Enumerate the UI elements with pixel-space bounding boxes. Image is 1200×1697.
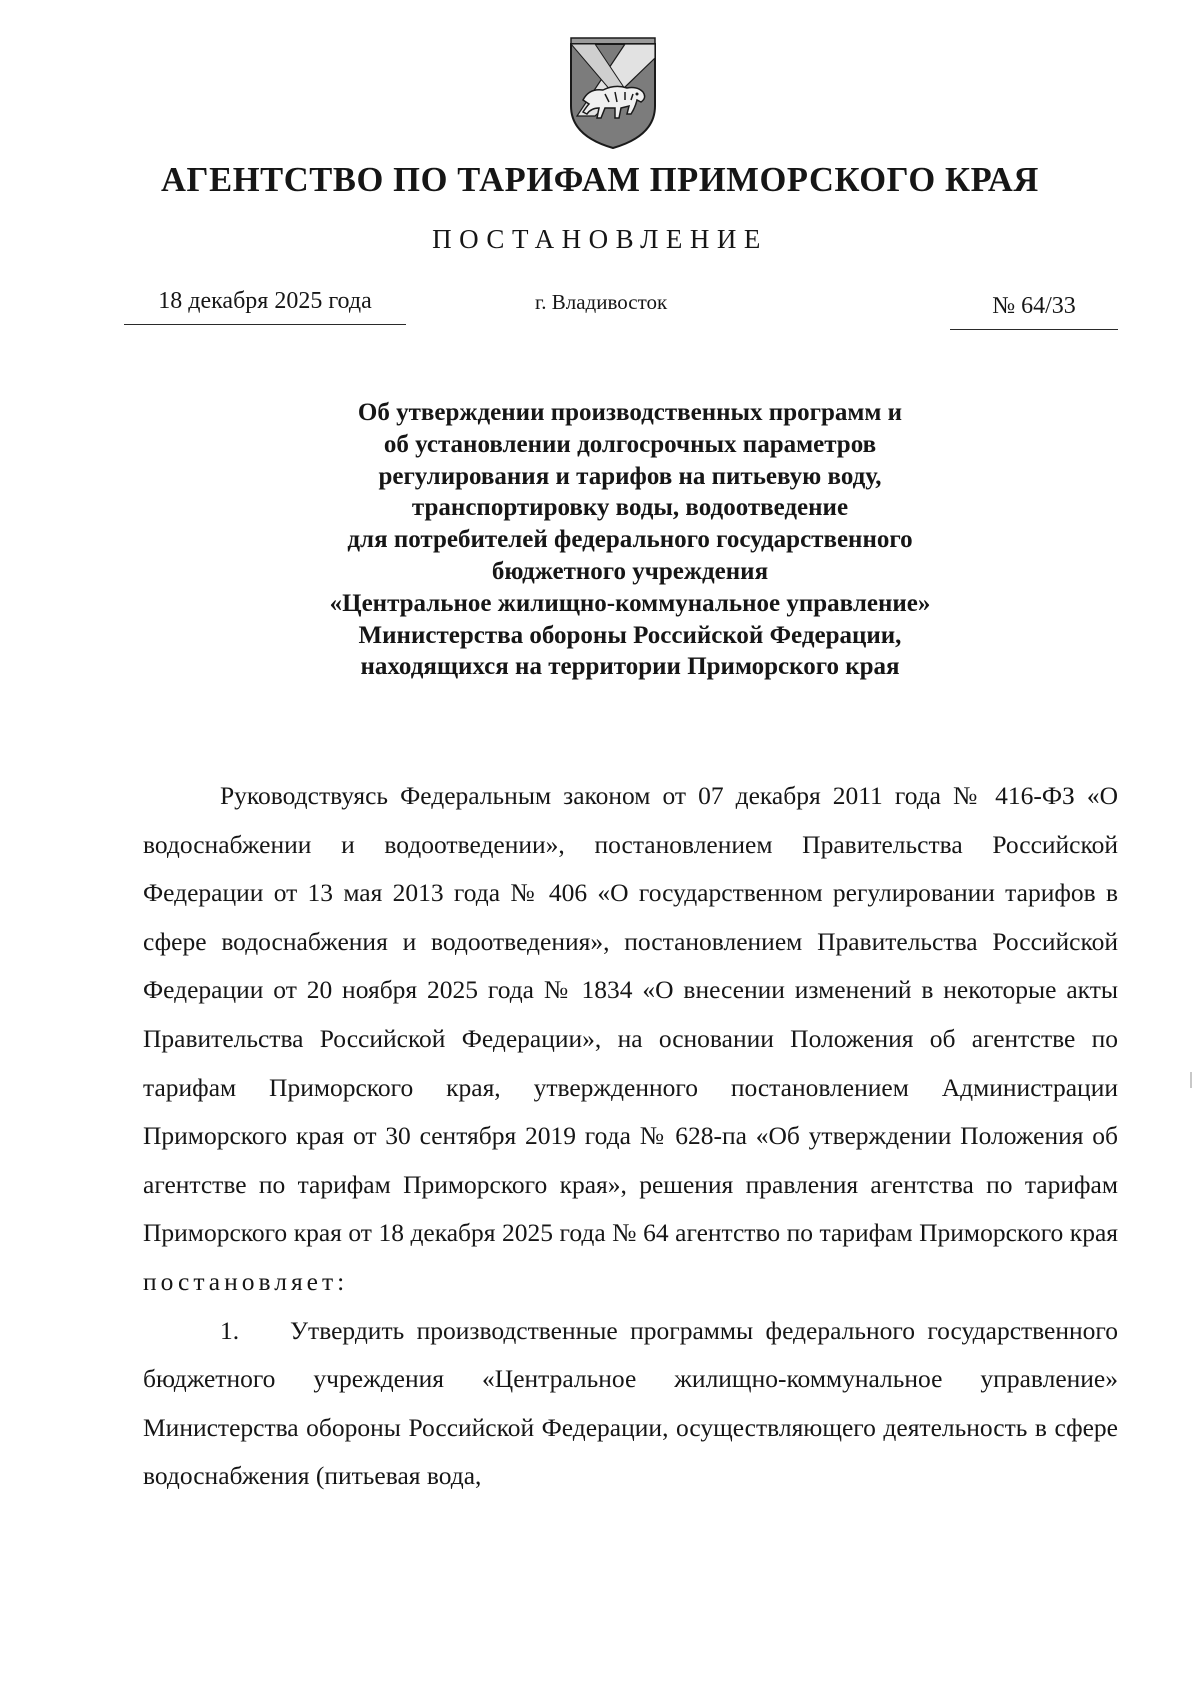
document-type: ПОСТАНОВЛЕНИЕ (432, 224, 768, 254)
preamble-text: Руководствуясь Федеральным законом от 07 декабря 2011 года № 416-ФЗ «О водоснабжении и водоотведении», постановлением Правительства Российской Федерации от 13 мая 2013 года № 406 «О государственном регулировании тарифов в сфере водоснабжения и водоотведения», постановлением Правительства Российской Федерации от 20 ноября 2025 года № 1834 «О внесении изменений в некоторые акты Правительства Российской Федерации», на основании Положения об агентстве по тарифам Приморского края, утвержденного постановлением Администрации Приморского края от 30 сентября 2019 года № 628-па «Об утверждении Положения об агентстве по тарифам Приморского края», решения правления агентства по тарифам Приморского края от 18 декабря 2025 года № 64 агентство по тарифам Приморского края (143, 781, 1118, 1248)
document-title (200, 397, 1060, 683)
title-line: Министерства обороны Российской Федерации, (358, 621, 902, 649)
scan-edge-mark (1190, 1072, 1192, 1088)
title-line: регулирования и тарифов на питьевую воду, (378, 462, 882, 490)
title-line: для потребителей федерального государственного (347, 526, 913, 554)
agency-name: АГЕНТСТВО ПО ТАРИФАМ ПРИМОРСКОГО КРАЯ (161, 161, 1039, 199)
coat-of-arms-icon (565, 36, 661, 150)
title-line: транспортировку воды, водоотведение (411, 494, 849, 522)
item-1-paragraph (143, 1307, 1118, 1501)
document-city: г. Владивосток (535, 290, 668, 314)
title-line: «Центральное жилищно-коммунальное управление» (329, 589, 931, 617)
title-line: Об утверждении производственных программ и (357, 399, 903, 426)
document-date: 18 декабря 2025 года (124, 288, 406, 325)
resolves-word: постановляет: (143, 1266, 349, 1296)
title-line: бюджетного учреждения (491, 557, 769, 585)
document-number: № 64/33 (950, 293, 1118, 330)
title-line: об установлении долгосрочных параметров (383, 430, 877, 458)
preamble-paragraph (143, 772, 1118, 1307)
title-line: находящихся на территории Приморского края (360, 653, 900, 681)
item-1-number: 1. (220, 1315, 240, 1345)
item-1-text: Утвердить производственные программы федерального государственного бюджетного учреждения «Центральное жилищно-коммунальное управление» Министерства обороны Российской Федерации, осуществляющего деятельность в сфере водоснабжения (питьевая вода, (143, 1315, 1118, 1491)
document-body (143, 772, 1118, 1501)
